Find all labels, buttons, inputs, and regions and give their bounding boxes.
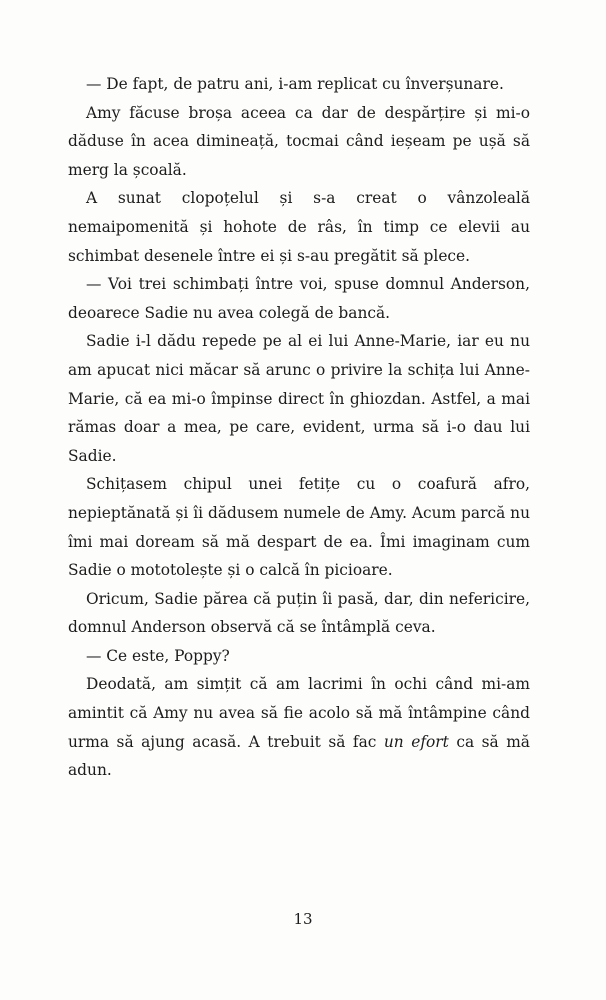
- paragraph-5: Sadie i-l dădu repede pe al ei lui Anne-Marie, iar eu nu am apucat nici măcar să arunc o privire la schița lui Anne-Marie, că ea mi-o împinse direct în ghiozdan. Astfel, a mai rămas doar a mea, pe care, evident, urma să i-o dau lui Sadie.: [68, 332, 530, 465]
- paragraph-8: — Ce este, Poppy?: [86, 646, 230, 665]
- paragraph-9: [68, 670, 530, 784]
- page-number: 13: [293, 910, 313, 928]
- paragraph-6: Schițasem chipul unei fetițe cu o coafură afro, nepieptănată și îi dădusem numele de Amy. Acum parcă nu îmi mai doream să mă despart de ea. Îmi imaginam cum Sadie o mototolește și o calcă în picioare.: [68, 475, 530, 580]
- paragraph-9-start: Deodată, am simțit că am lacrimi în ochi când mi-am amintit că Amy nu avea să fie acolo să mă întâmpine când urma să ajung acasă. A trebuit să fac: [68, 675, 530, 751]
- paragraph-1: — De fapt, de patru ani, i-am replicat cu înverșunare.: [86, 75, 504, 93]
- paragraph-2: Amy făcuse broșa aceea ca dar de despărțire și mi-o dăduse în acea dimineață, tocmai când ieșeam pe ușă să merg la școală.: [68, 103, 530, 179]
- emphasis-text: un efort: [383, 732, 449, 751]
- body-text: [68, 70, 530, 785]
- paragraph-4: — Voi trei schimbați între voi, spuse domnul Anderson, deoarece Sadie nu avea colegă de bancă.: [68, 275, 530, 322]
- paragraph-9-end: ca să mă adun.: [68, 732, 530, 780]
- paragraph-3: A sunat clopoțelul și s-a creat o vânzoleală nemaipomenită și hohote de râs, în timp ce elevii au schimbat desenele între ei și s-au pregătit să plece.: [68, 189, 530, 265]
- paragraph-7: Oricum, Sadie părea că puțin îi pasă, dar, din nefericire, domnul Anderson observă că se întâmplă ceva.: [68, 589, 530, 637]
